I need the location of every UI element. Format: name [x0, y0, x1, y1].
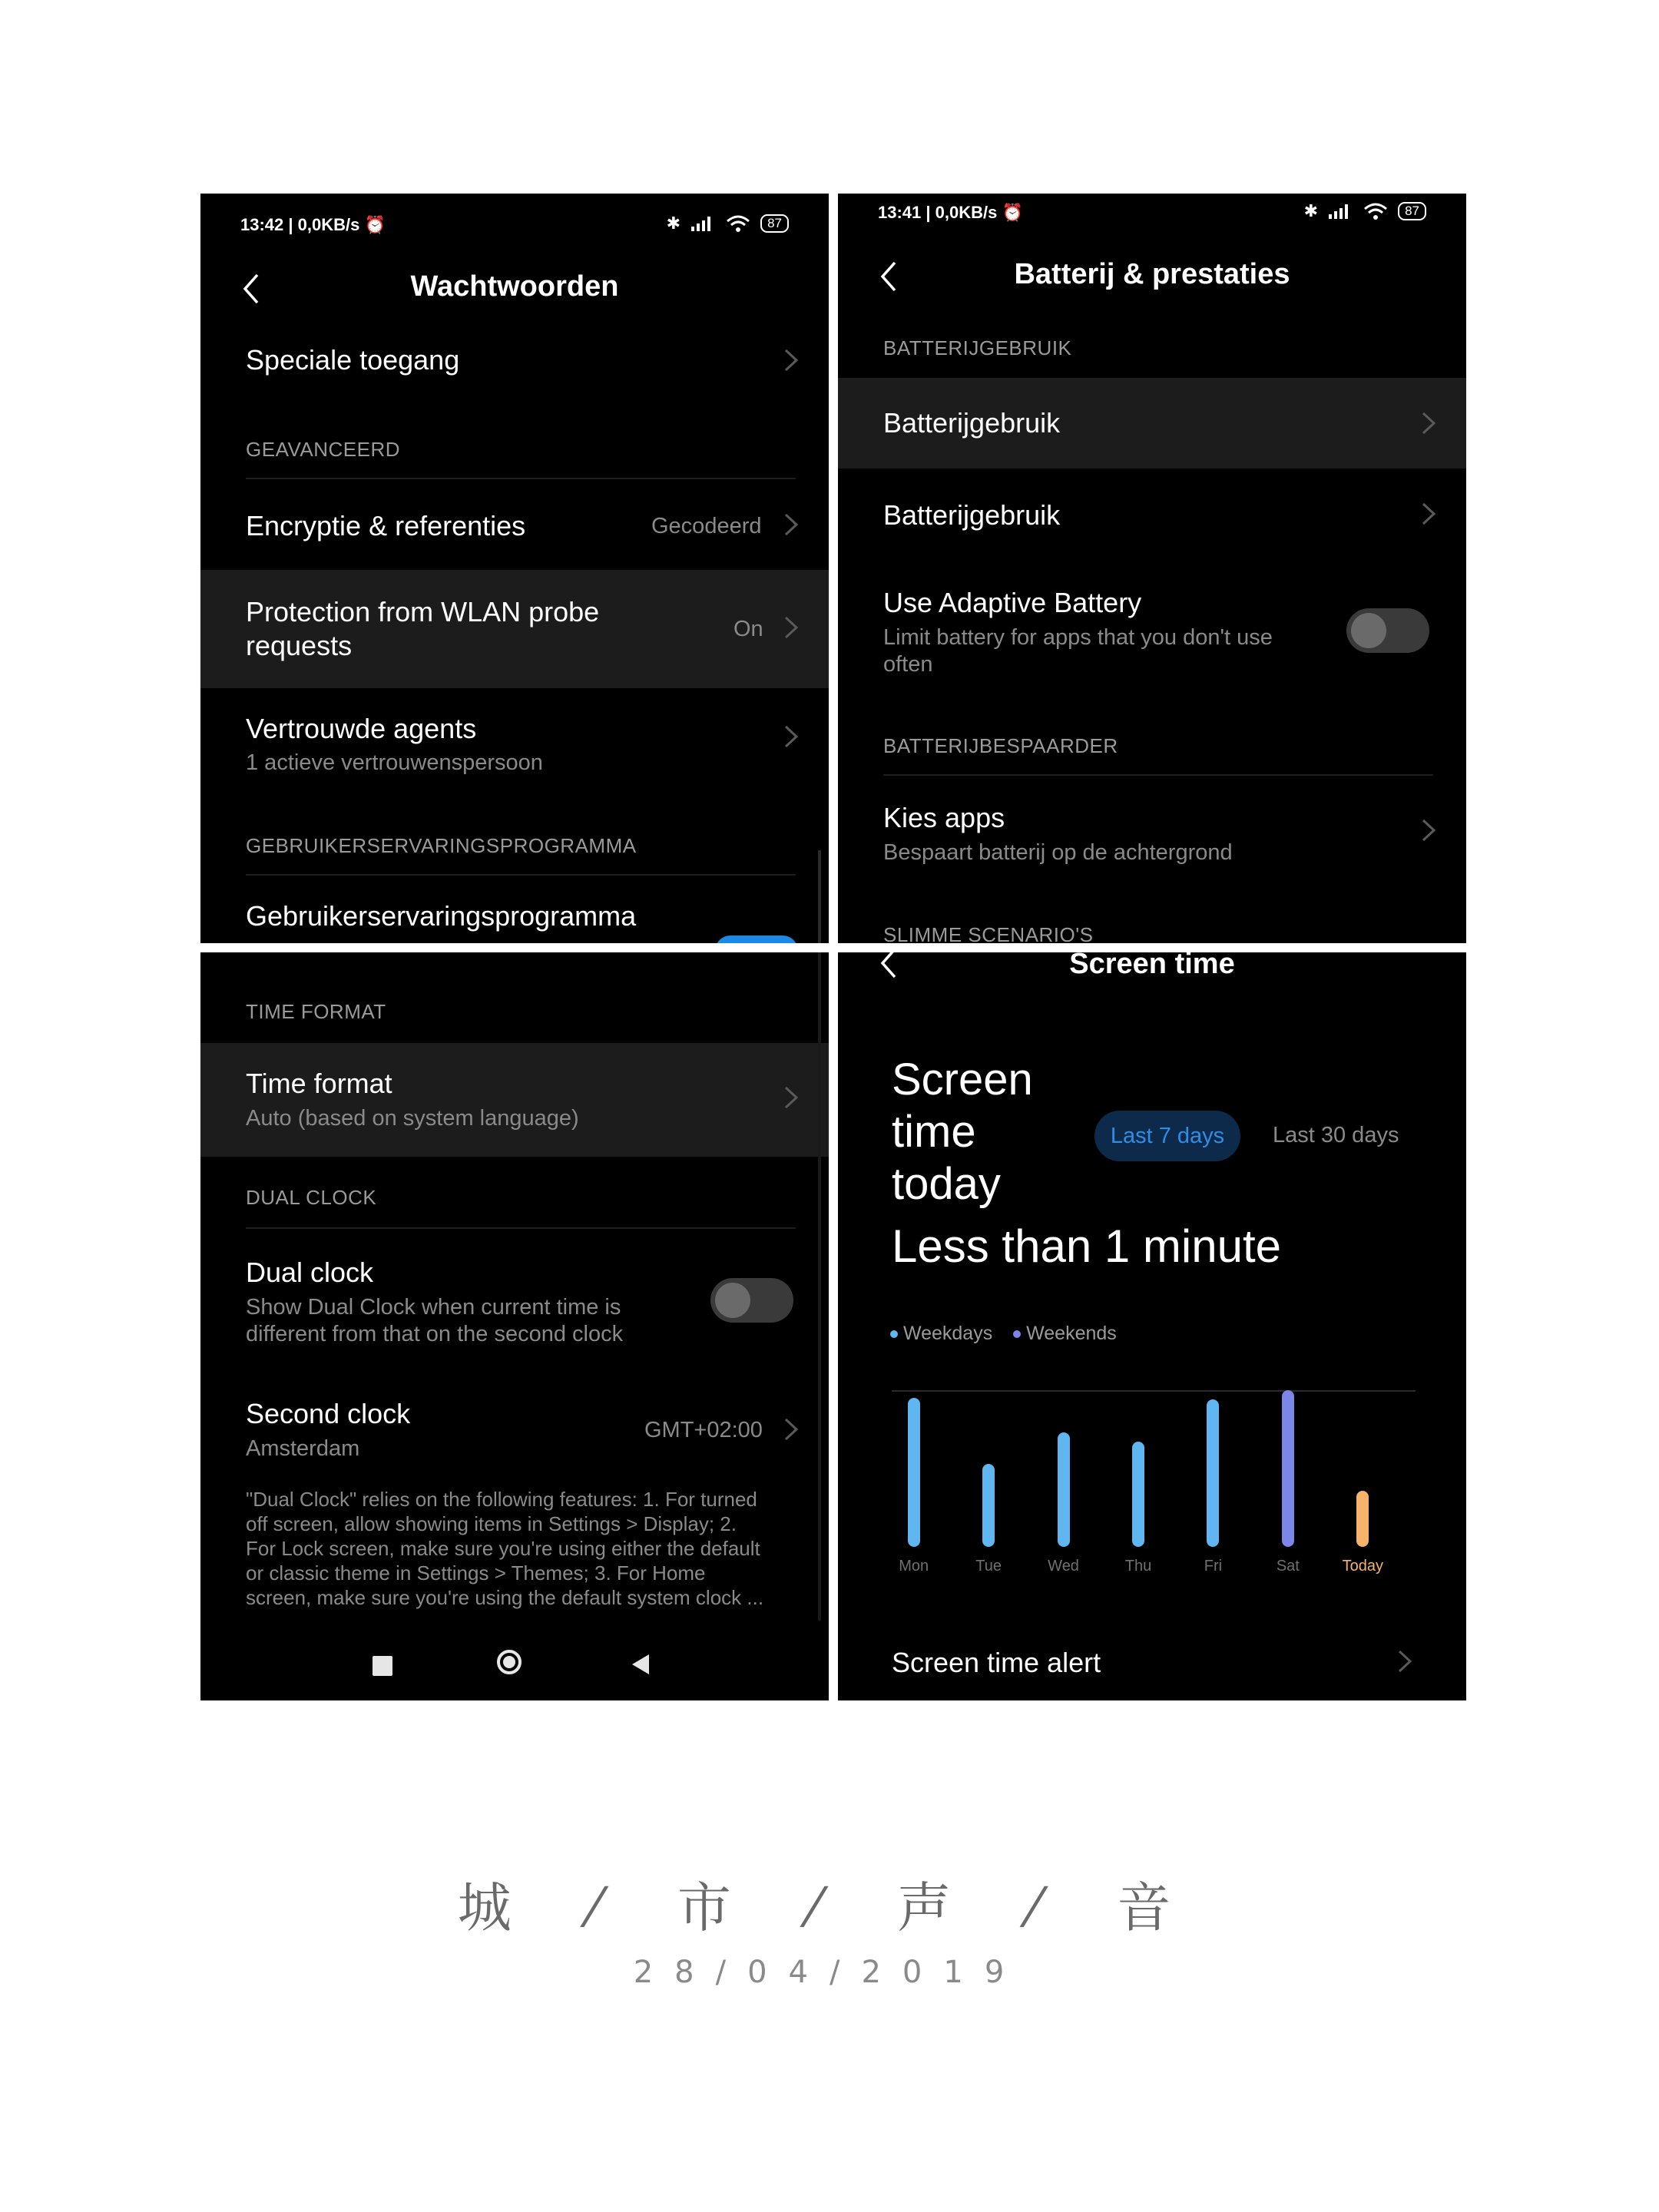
- signal-icon: [690, 214, 716, 233]
- chevron-right-icon: [1417, 817, 1440, 843]
- panel-screen-time: [838, 952, 1466, 1700]
- tab-last-30-days[interactable]: Last 30 days: [1273, 1123, 1399, 1147]
- status-time: 13:42: [240, 215, 284, 234]
- divider: [246, 1227, 796, 1229]
- wlan-value: On: [733, 617, 763, 641]
- note-line: "Dual Clock" relies on the following features: 1. For turned: [246, 1488, 757, 1511]
- note-line: off screen, allow showing items in Settings > Display; 2.: [246, 1512, 737, 1535]
- encryption-value: Gecodeerd: [651, 514, 762, 538]
- time-format-row-highlight[interactable]: [200, 1043, 829, 1157]
- legend-weekends: Weekends: [1026, 1323, 1117, 1344]
- heading-line: Screen: [892, 1055, 1033, 1104]
- toggle-knob: [1351, 613, 1386, 648]
- tab-last-7-days-label: Last 7 days: [1110, 1124, 1225, 1148]
- section-dual-clock: DUAL CLOCK: [246, 1186, 377, 1209]
- legend-dot-weekdays: [890, 1330, 898, 1338]
- panel-passwords: [200, 194, 829, 943]
- screen-time-summary: Less than 1 minute: [892, 1220, 1281, 1272]
- wifi-icon: [1363, 201, 1389, 221]
- chart-top-gridline: [892, 1390, 1416, 1392]
- chart-label-tue: Tue: [975, 1558, 1002, 1575]
- second-clock-value: GMT+02:00: [644, 1418, 763, 1442]
- chevron-right-icon: [780, 724, 803, 750]
- chevron-right-icon: [1417, 501, 1440, 527]
- adaptive-sub-line2: often: [883, 652, 933, 677]
- section-time-format: TIME FORMAT: [246, 1000, 386, 1023]
- dual-clock-note: [246, 1487, 763, 1610]
- back-triangle-icon[interactable]: [629, 1653, 651, 1676]
- item-time-format: Time format: [246, 1068, 392, 1099]
- divider: [246, 874, 796, 876]
- scrollbar: [818, 952, 821, 1621]
- item-battery-usage-2[interactable]: Batterijgebruik: [883, 499, 1061, 531]
- alarm-icon: ⏰: [364, 215, 386, 234]
- page-title: Batterij & prestaties: [1014, 258, 1290, 290]
- chart-bar-today: [1356, 1491, 1369, 1547]
- screen-time-chart: [892, 1390, 1416, 1575]
- legend-weekdays: Weekdays: [902, 1323, 993, 1344]
- scrollbar: [818, 850, 821, 943]
- page-title: Screen time: [1069, 952, 1235, 980]
- page-title: Wachtwoorden: [410, 270, 619, 303]
- note-line: or classic theme in Settings > Themes; 3. For Home: [246, 1561, 706, 1584]
- item-choose-apps[interactable]: Kies apps: [883, 802, 1005, 833]
- item-screen-time-alert[interactable]: Screen time alert: [892, 1647, 1101, 1678]
- chart-label-sat: Sat: [1276, 1558, 1300, 1575]
- divider: [246, 478, 796, 479]
- item-second-clock[interactable]: Second clock: [246, 1398, 411, 1429]
- heading-line: today: [892, 1159, 1001, 1209]
- chart-bar-fri: [1207, 1399, 1219, 1547]
- battery-icon: 87: [1398, 202, 1426, 220]
- toggle-knob: [715, 1283, 750, 1318]
- chevron-right-icon: [1417, 410, 1440, 436]
- chart-bar-wed: [1058, 1432, 1070, 1547]
- program-toggle-on[interactable]: [715, 935, 798, 943]
- bluetooth-icon: ✱: [1303, 201, 1319, 220]
- screen-time-heading: [892, 1054, 1033, 1210]
- chart-bar-mon: [908, 1398, 920, 1547]
- item-program[interactable]: Gebruikerservaringsprogramma: [246, 900, 637, 932]
- chart-label-mon: Mon: [899, 1558, 929, 1575]
- footer-date: 28/04/2019: [633, 1955, 1026, 1990]
- section-battery-saver: BATTERIJBESPAARDER: [883, 734, 1118, 757]
- chart-bar-tue: [982, 1464, 995, 1547]
- item-wlan-line2: requests: [246, 630, 353, 661]
- dual-clock-sub-line1: Show Dual Clock when current time is: [246, 1295, 621, 1320]
- tab-last-7-days[interactable]: [1094, 1111, 1240, 1161]
- time-format-sub: Auto (based on system language): [246, 1106, 579, 1131]
- home-button[interactable]: [497, 1650, 522, 1674]
- chart-label-wed: Wed: [1048, 1558, 1079, 1575]
- dual-clock-toggle[interactable]: [710, 1278, 793, 1323]
- home-button-dot: [503, 1656, 515, 1668]
- chevron-right-icon: [780, 1084, 803, 1111]
- alarm-icon: ⏰: [1002, 203, 1023, 222]
- signal-icon: [1327, 202, 1353, 220]
- chart-label-today: Today: [1342, 1558, 1383, 1575]
- status-bar: 13:42 | 0,0KB/s ⏰: [240, 215, 386, 234]
- item-dual-clock: Dual clock: [246, 1257, 374, 1288]
- bluetooth-icon: ✱: [666, 214, 681, 233]
- second-clock-sub: Amsterdam: [246, 1436, 360, 1461]
- item-adaptive-battery: Use Adaptive Battery: [883, 587, 1142, 618]
- section-program: GEBRUIKERSERVARINGSPROGRAMMA: [246, 834, 637, 857]
- status-time: 13:41: [878, 203, 922, 222]
- item-encryption[interactable]: Encryptie & referenties: [246, 510, 526, 541]
- section-battery-usage: BATTERIJGEBRUIK: [883, 336, 1072, 359]
- chart-label-thu: Thu: [1124, 1558, 1152, 1575]
- recent-apps-button[interactable]: [373, 1656, 392, 1676]
- legend-dot-weekends: [1013, 1330, 1021, 1338]
- item-trusted-agents[interactable]: Vertrouwde agents: [246, 713, 477, 744]
- chevron-right-icon: [1393, 1648, 1416, 1674]
- chart-bar-thu: [1132, 1442, 1144, 1547]
- chart-label-fri: Fri: [1204, 1558, 1223, 1575]
- item-battery-usage-1: Batterijgebruik: [883, 407, 1061, 439]
- trusted-agents-sub: 1 actieve vertrouwenspersoon: [246, 750, 543, 775]
- item-special-access[interactable]: Speciale toegang: [246, 344, 460, 376]
- adaptive-sub-line1: Limit battery for apps that you don't use: [883, 625, 1273, 650]
- chevron-right-icon: [780, 614, 803, 641]
- chevron-right-icon: [780, 512, 803, 538]
- note-line: For Lock screen, make sure you're using either the default: [246, 1537, 760, 1560]
- panel-time-settings: [200, 952, 829, 1700]
- section-advanced: GEAVANCEERD: [246, 438, 401, 461]
- chevron-right-icon: [780, 347, 803, 373]
- chevron-right-icon: [780, 1416, 803, 1442]
- chart-legend: [890, 1323, 1117, 1345]
- footer-title: 城 ⁄ 市 ⁄ 声 ⁄ 音: [457, 1876, 1202, 1939]
- status-speed: 0,0KB/s: [297, 215, 360, 234]
- status-icons: [1304, 201, 1426, 221]
- adaptive-battery-toggle[interactable]: [1346, 608, 1429, 653]
- divider: [883, 774, 1433, 776]
- chart-bar-sat: [1282, 1390, 1294, 1547]
- section-smart-scenarios: SLIMME SCENARIO'S: [883, 923, 1094, 943]
- status-speed: 0,0KB/s: [935, 203, 998, 222]
- status-icons: [667, 214, 789, 233]
- choose-apps-sub: Bespaart batterij op de achtergrond: [883, 840, 1233, 865]
- heading-line: time: [892, 1107, 976, 1157]
- note-line: screen, make sure you're using the default system clock ...: [246, 1586, 764, 1609]
- dual-clock-sub-line2: different from that on the second clock: [246, 1322, 624, 1346]
- item-wlan-line1: Protection from WLAN probe: [246, 596, 600, 628]
- battery-icon: 87: [760, 214, 789, 233]
- status-bar: 13:41 | 0,0KB/s ⏰: [878, 203, 1023, 222]
- wifi-icon: [725, 214, 751, 233]
- panel-battery: [838, 194, 1466, 943]
